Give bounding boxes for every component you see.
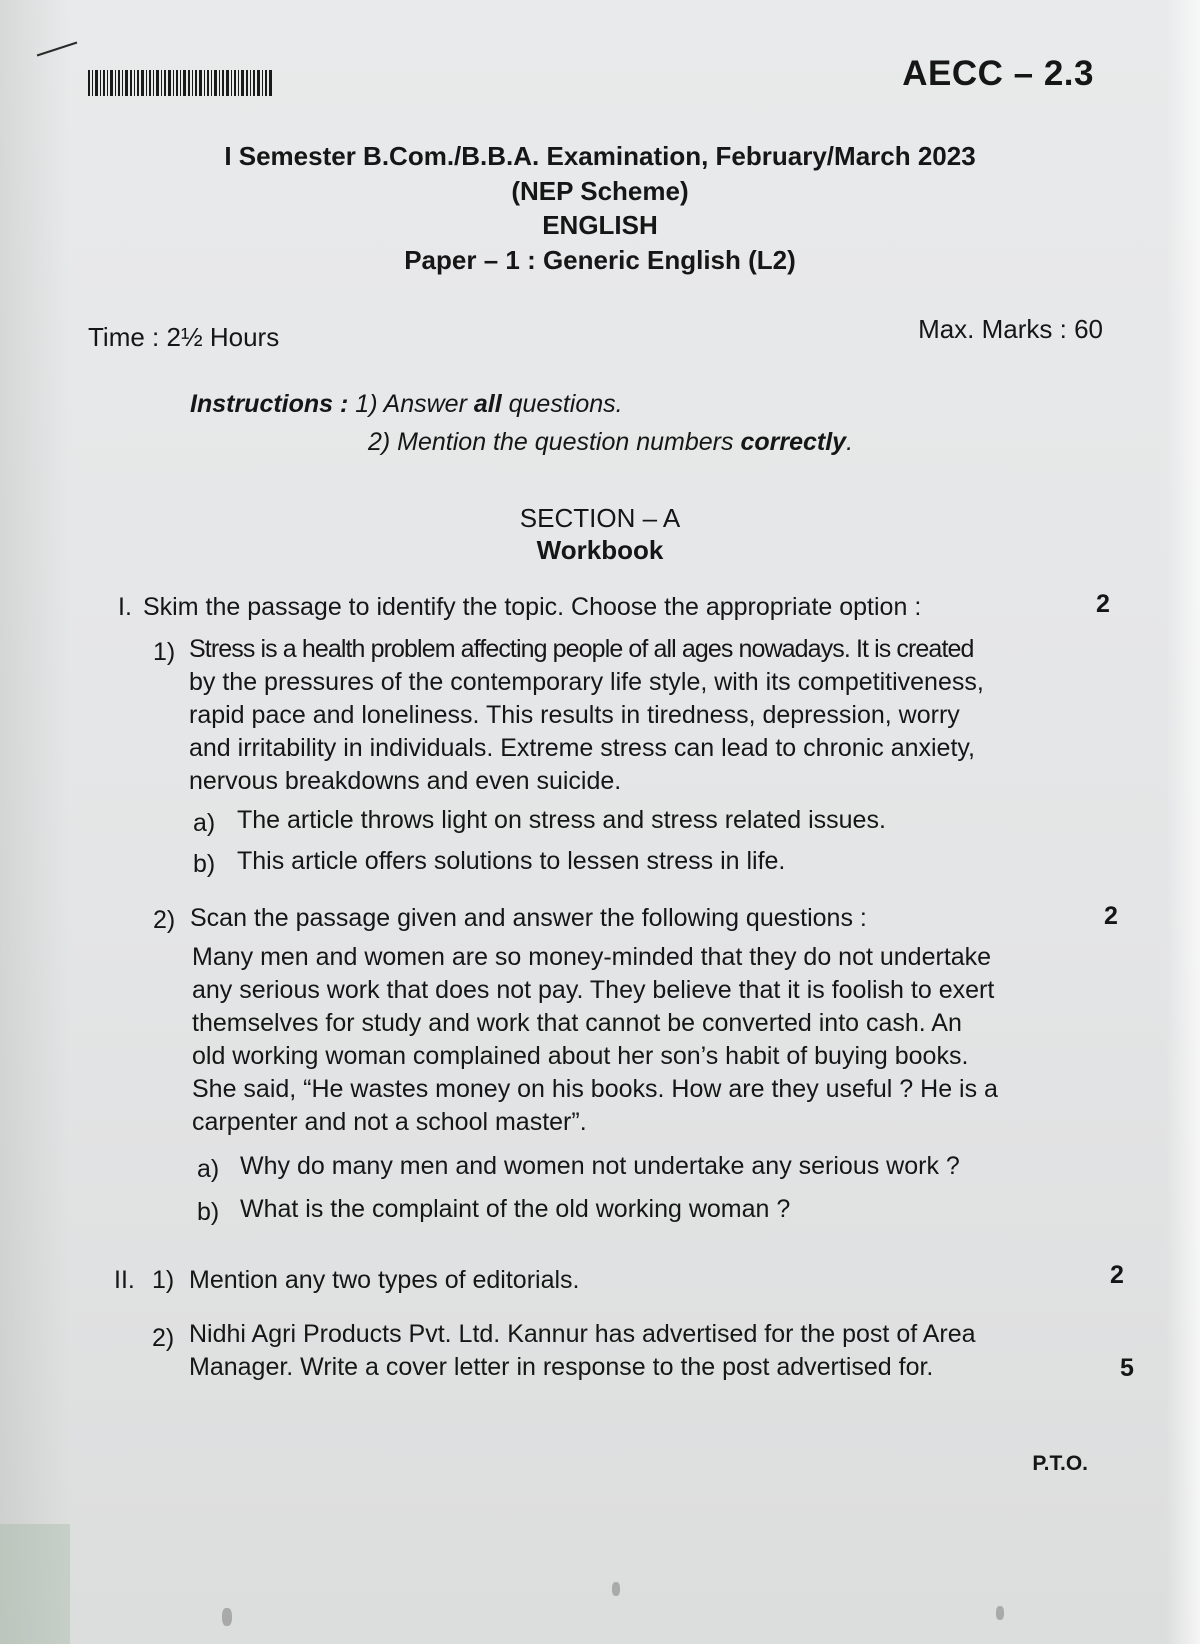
exam-title: I Semester B.Com./B.B.A. Examination, February/March 2023 [224, 141, 976, 171]
max-marks: Max. Marks : 60 [918, 314, 1103, 344]
option-label: a) [193, 809, 216, 837]
instruction-2 [368, 428, 853, 457]
instructions-label: Instructions : [190, 390, 349, 418]
passage-line: any serious work that does not pay. They believe that it is foolish to exert [192, 976, 995, 1004]
question-number: II. [114, 1266, 135, 1294]
option-text: The article throws light on stress and stress related issues. [237, 806, 886, 834]
passage-line: and irritability in individuals. Extreme stress can lead to chronic anxiety, [189, 734, 975, 762]
subject-title: ENGLISH [542, 210, 658, 240]
passage-line: Stress is a health problem affecting people of all ages nowadays. It is created [189, 635, 974, 663]
passage-line: She said, “He wastes money on his books. How are they useful ? He is a [192, 1075, 998, 1103]
question-b-text: What is the complaint of the old working woman ? [240, 1195, 791, 1223]
passage-line: old working woman complained about her son’s habit of buying books. [192, 1042, 969, 1070]
subquestion-number: 2) [153, 906, 176, 934]
subquestion-text: Mention any two types of editorials. [189, 1266, 580, 1294]
instruction-1-suffix: questions. [501, 390, 623, 418]
instruction-2-emphasis: correctly [740, 428, 847, 456]
passage-line: carpenter and not a school master”. [192, 1108, 587, 1136]
question-number: I. [118, 593, 132, 621]
section-subtitle: Workbook [536, 535, 664, 565]
question-line: Manager. Write a cover letter in response to the post advertised for. [189, 1353, 934, 1381]
section-title: SECTION – A [519, 503, 681, 533]
instruction-2-prefix: 2) Mention the question numbers [368, 428, 741, 456]
page-corner-shadow [0, 1524, 70, 1644]
passage-line: by the pressures of the contemporary life style, with its competitiveness, [189, 668, 984, 696]
subquestion-marks: 2 [1104, 902, 1118, 930]
passage-stress [189, 633, 1064, 798]
passage-line: themselves for study and work that cannot be converted into cash. An [192, 1009, 962, 1037]
question-label: b) [197, 1198, 220, 1226]
question-text: Skim the passage to identify the topic. Choose the appropriate option : [143, 593, 922, 621]
passage-line: rapid pace and loneliness. This results in tiredness, depression, worry [189, 701, 960, 729]
question-marks: 2 [1096, 590, 1110, 618]
subquestion-marks: 5 [1120, 1354, 1134, 1382]
subquestion-text: Scan the passage given and answer the following questions : [190, 904, 867, 932]
instruction-1 [190, 390, 623, 419]
scheme-label: (NEP Scheme) [511, 176, 689, 206]
subquestion-number: 1) [153, 638, 176, 666]
ink-smudge [996, 1606, 1004, 1620]
question-line: Nidhi Agri Products Pvt. Ltd. Kannur has advertised for the post of Area [189, 1320, 976, 1348]
option-text: This article offers solutions to lessen stress in life. [237, 847, 786, 875]
subquestion-number: 1) [152, 1266, 175, 1294]
question-a-text: Why do many men and women not undertake any serious work ? [240, 1152, 960, 1180]
barcode [88, 70, 272, 96]
subquestion-number: 2) [152, 1324, 175, 1352]
ink-smudge [612, 1582, 620, 1596]
question-label: a) [197, 1155, 220, 1183]
passage-line: nervous breakdowns and even suicide. [189, 767, 622, 795]
ink-smudge [222, 1608, 232, 1626]
page-turn-note: P.T.O. [1032, 1452, 1088, 1475]
passage-money [192, 941, 1077, 1139]
paper-title: Paper – 1 : Generic English (L2) [404, 245, 796, 275]
subquestion-marks: 2 [1110, 1261, 1124, 1289]
instruction-1-emphasis: all [473, 390, 502, 418]
passage-line: Many men and women are so money-minded that they do not undertake [192, 943, 992, 971]
time-duration: Time : 2½ Hours [88, 322, 280, 352]
instruction-2-suffix: . [846, 428, 854, 456]
instruction-1-prefix: 1) Answer [355, 390, 474, 418]
cover-letter-question [189, 1318, 1069, 1384]
option-label: b) [193, 850, 216, 878]
paper-code: AECC – 2.3 [902, 54, 1094, 93]
